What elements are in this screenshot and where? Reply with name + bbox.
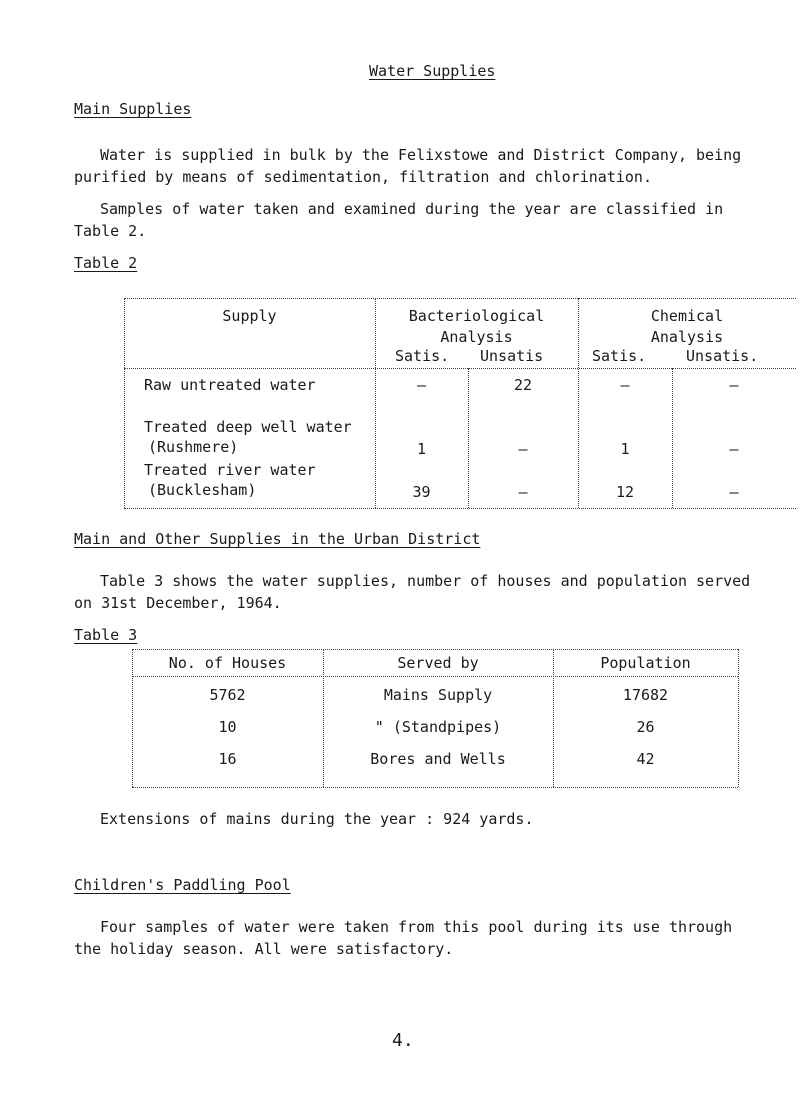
page-number: 4. (392, 1030, 414, 1051)
t3-row2-houses: 10 (218, 718, 237, 736)
header-population: Population (600, 654, 691, 672)
header-chem-satis: Satis. (592, 347, 647, 365)
row1-bact-unsatis: 22 (513, 376, 533, 394)
urban-title: Main and Other Supplies in the Urban District (74, 530, 481, 548)
header-bact-satis: Satis. (395, 347, 450, 365)
t3-row2-served-by: " (Standpipes) (374, 718, 502, 736)
row1-bact-satis: – (416, 376, 427, 394)
header-chem-unsatis: Unsatis. (686, 347, 759, 365)
row3-chem-satis: 12 (615, 483, 635, 501)
extensions-text: Extensions of mains during the year : 924 yards. (100, 810, 534, 828)
t3-row1-population: 17682 (622, 686, 669, 704)
paddling-title: Children's Paddling Pool (74, 876, 291, 894)
table2-title: Table 2 (74, 254, 138, 272)
header-bact-unsatis: Unsatis (480, 347, 544, 365)
t3-row3-houses: 16 (218, 750, 237, 768)
row2-chem-unsatis: – (729, 440, 739, 458)
table3-title: Table 3 (74, 626, 138, 644)
header-bacteriological: Bacteriological (408, 307, 545, 325)
header-houses: No. of Houses (168, 654, 287, 672)
row3-supply: Treated river water (144, 461, 316, 479)
row3-supply-location: (Bucklesham) (148, 481, 257, 499)
paddling-paragraph: Four samples of water were taken from this pool during its use through the holiday season. All were satisfactory. (74, 918, 733, 958)
main-supplies-paragraph: Water is supplied in bulk by the Felixstowe and District Company, being purified by means of sedimentation, filtration and chlorination. (74, 146, 742, 186)
header-chemical: Chemical (650, 307, 724, 325)
t3-row1-houses: 5762 (209, 686, 246, 704)
header-bacteriological-analysis: Analysis (440, 328, 513, 346)
header-supply: Supply (222, 307, 277, 325)
row1-chem-satis: – (620, 376, 630, 394)
row2-chem-satis: 1 (620, 440, 630, 458)
samples-paragraph: Samples of water taken and examined during the year are classified in Table 2. (74, 200, 724, 240)
t3-row3-served-by: Bores and Wells (370, 750, 506, 768)
row3-chem-unsatis: – (729, 483, 739, 501)
main-supplies-title: Main Supplies (74, 100, 192, 118)
row2-supply-location: (Rushmere) (148, 438, 239, 456)
t3-row1-served-by: Mains Supply (383, 686, 493, 704)
header-served-by: Served by (397, 654, 479, 672)
row1-supply: Raw untreated water (144, 376, 316, 394)
t3-row3-population: 42 (636, 750, 655, 768)
header-chemical-analysis: Analysis (650, 328, 724, 346)
row1-chem-unsatis: – (729, 376, 739, 394)
t3-row2-population: 26 (636, 718, 655, 736)
page-heading: Water Supplies (369, 62, 496, 80)
row2-bact-unsatis: – (518, 440, 528, 458)
row3-bact-unsatis: – (518, 483, 528, 501)
row3-bact-satis: 39 (412, 483, 431, 501)
urban-paragraph: Table 3 shows the water supplies, number of houses and population served on 31st December, 1964. (74, 572, 751, 612)
row2-supply: Treated deep well water (144, 418, 352, 436)
row2-bact-satis: 1 (416, 440, 427, 458)
